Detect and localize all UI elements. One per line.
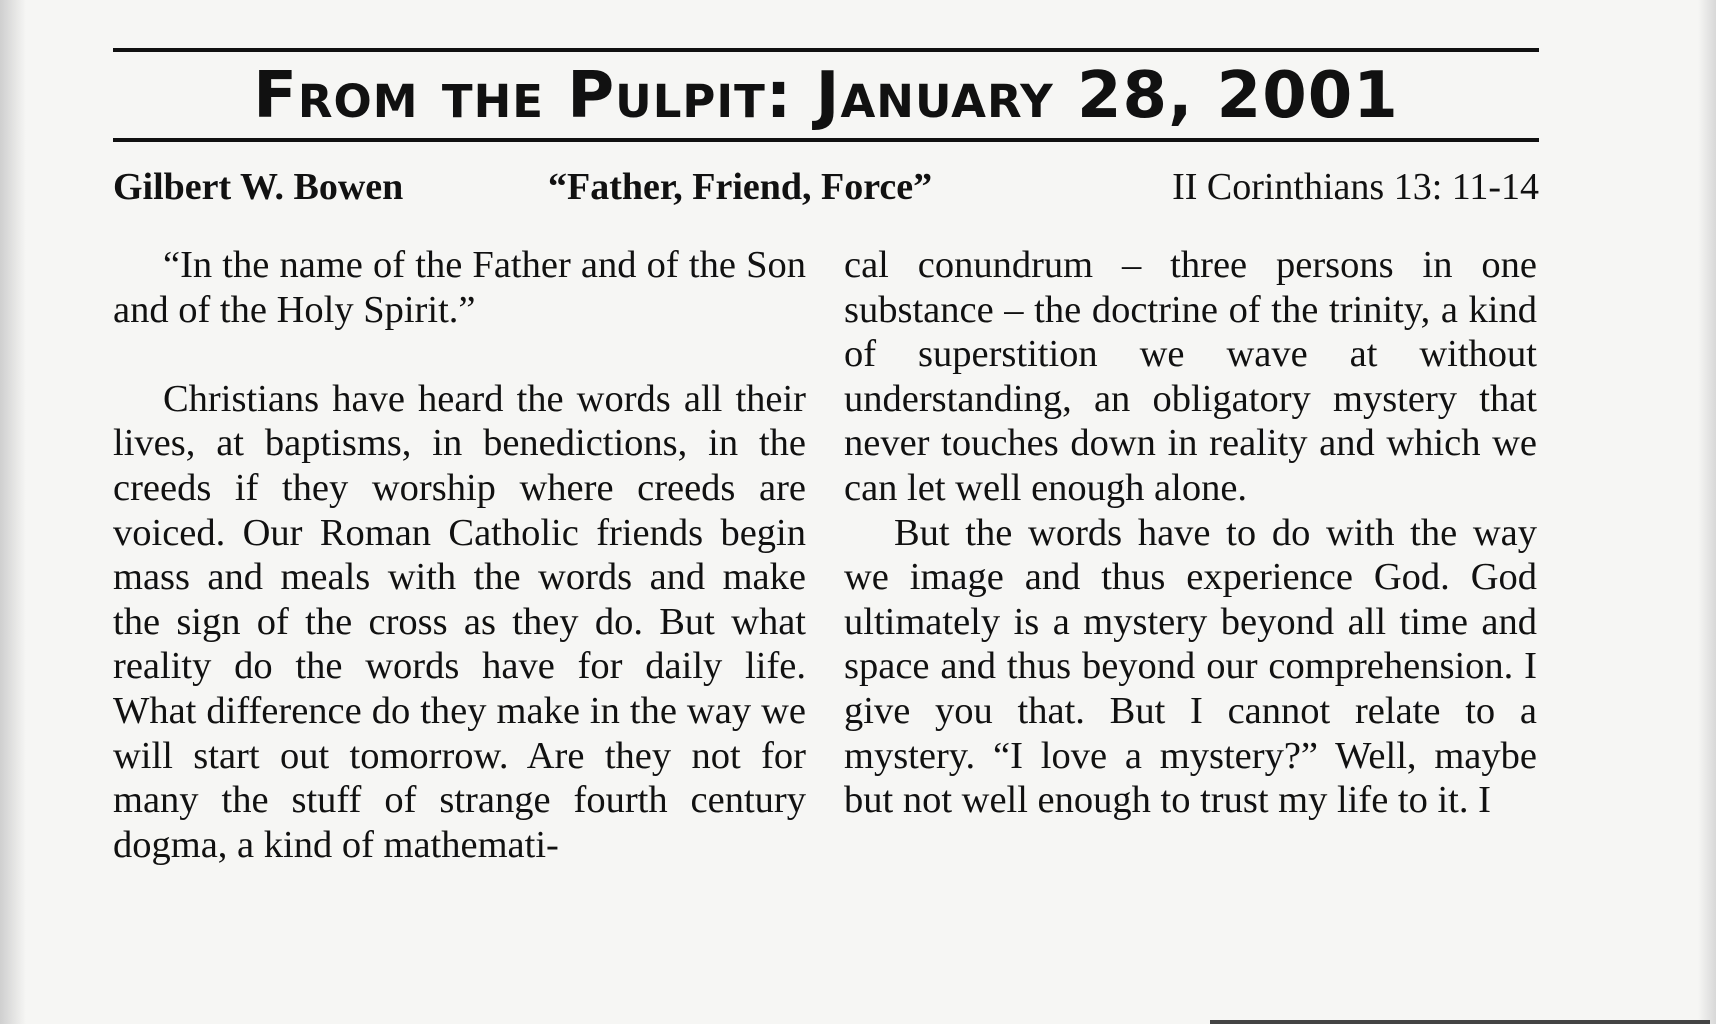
masthead-rule (113, 138, 1539, 142)
page-edge-shadow-left (0, 0, 26, 1024)
paragraph: But the words have to do with the way we image and thus experience God. God ultimately is a mystery beyond all time and space and thus beyond our comprehension. I give you that. But I cannot relate to a mystery. “I love a mystery?” Well, maybe but not well enough to trust my life to it. I (844, 511, 1537, 822)
opening-invocation: “In the name of the Father and of the Son and of the Holy Spirit.” (113, 244, 806, 331)
sermon-title: “Father, Friend, Force” (548, 166, 933, 208)
top-rule (113, 48, 1539, 52)
masthead-title: From the Pulpit: January 28, 2001 (253, 59, 1399, 133)
byline (113, 162, 1539, 212)
page-edge-mark (1210, 1020, 1710, 1024)
page-edge-shadow-right (1698, 0, 1716, 1024)
right-column (844, 243, 1537, 823)
author-name: Gilbert W. Bowen (113, 166, 404, 208)
paragraph-continued: cal conundrum – three persons in one substance – the doctrine of the trinity, a kind of superstition we wave at without understanding, an obligatory mystery that never touches down in reality and which we can let well enough alone. (844, 244, 1537, 509)
bulletin-page (113, 48, 1539, 866)
left-column (113, 243, 806, 867)
scripture-reference: II Corinthians 13: 11-14 (1172, 166, 1539, 208)
paragraph: Christians have heard the words all their lives, at baptisms, in benedictions, in the creeds if they worship where creeds are voiced. Our Roman Catholic friends begin mass and meals with the words and make the sign of the cross as they do. But what reality do the words have for daily life. What difference do they make in the way we will start out tomorrow. Are they not for many the stuff of strange fourth century dogma, a kind of mathemati- (113, 377, 806, 866)
